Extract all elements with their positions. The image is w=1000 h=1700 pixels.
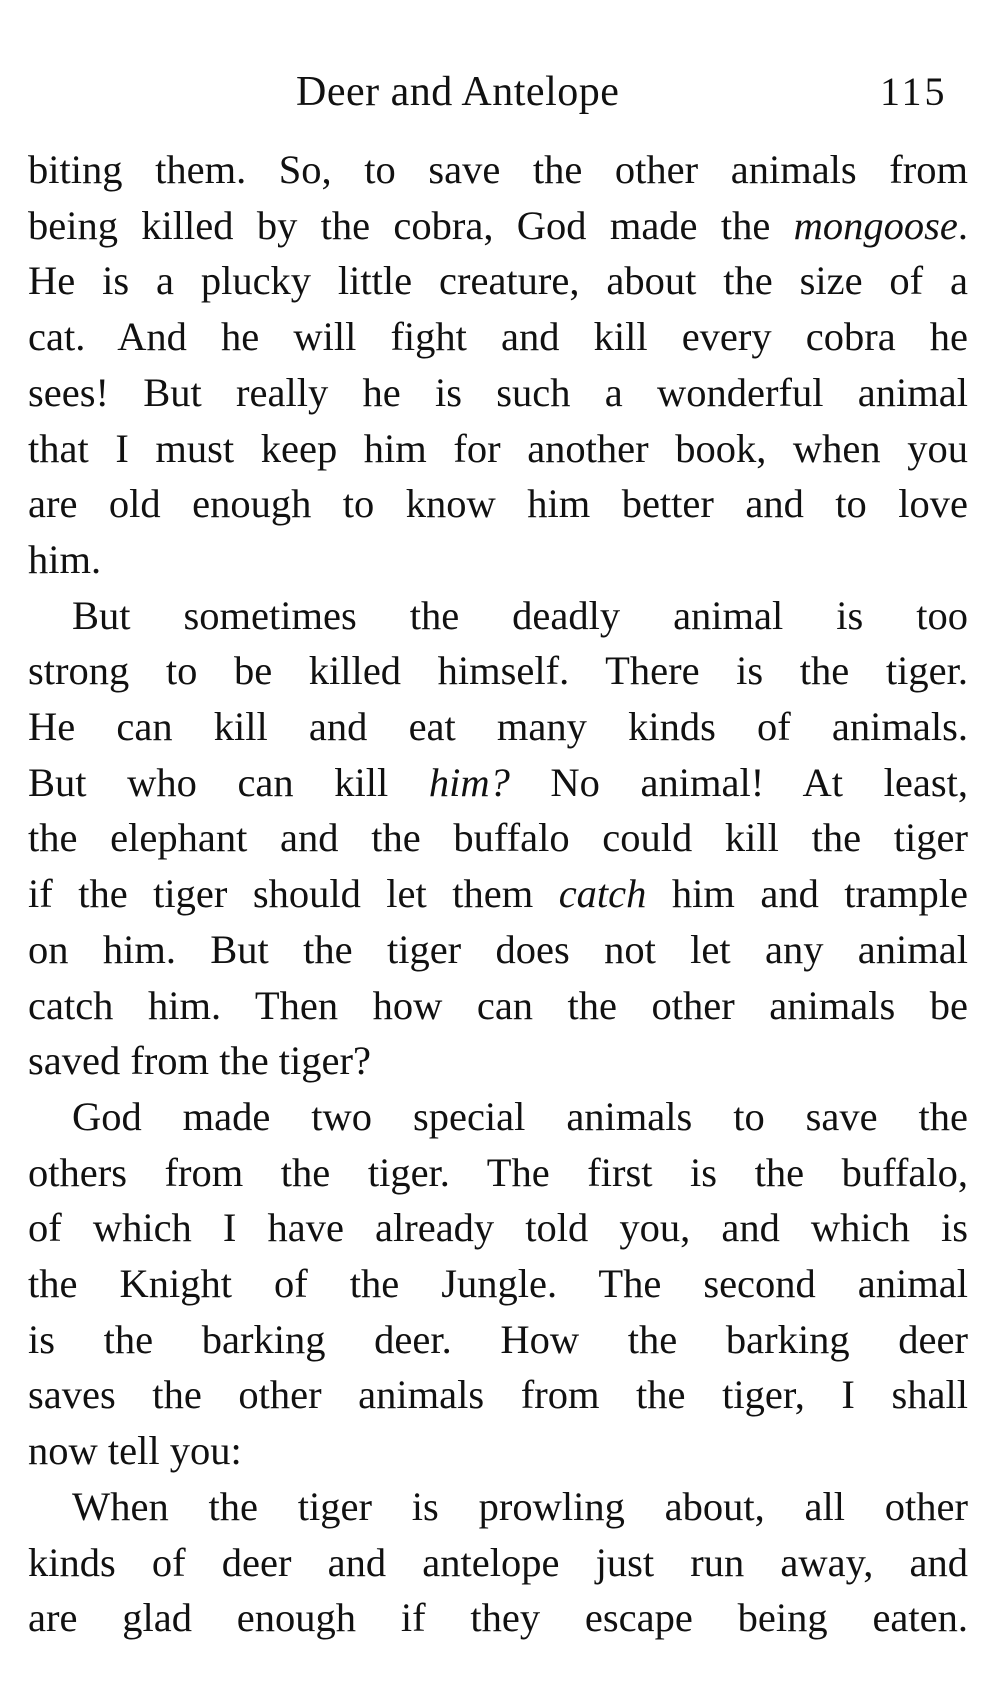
text-line: God made two special animals to save the — [72, 1093, 968, 1139]
text-line: But sometimes the deadly animal is too — [72, 592, 968, 638]
italic-word: catch — [558, 871, 647, 917]
text-line: But who can kill him? No animal! At least, — [28, 759, 968, 805]
text-line: him. — [28, 536, 102, 582]
paragraph-2 — [28, 588, 968, 1089]
text-line: cat. And he will fight and kill every cobra he — [28, 314, 968, 360]
text-line: of which I have already told you, and which is — [28, 1205, 968, 1251]
text-line: He can kill and eat many kinds of animals. — [28, 704, 968, 750]
text-line: strong to be killed himself. There is the tiger. — [28, 648, 968, 694]
body-text — [28, 142, 968, 1646]
page-header — [0, 62, 1000, 122]
text-line: if the tiger should let them catch him and trample — [28, 871, 968, 917]
text-line: others from the tiger. The first is the buffalo, — [28, 1149, 968, 1195]
page-number: 115 — [880, 69, 948, 114]
text-line: are old enough to know him better and to love — [28, 481, 968, 527]
text-line: He is a plucky little creature, about the size of a — [28, 258, 968, 304]
text-line: being killed by the cobra, God made the mongoose. — [28, 202, 968, 248]
text-line: biting them. So, to save the other animals from — [28, 147, 968, 192]
paragraph-3 — [28, 1089, 968, 1479]
text-line: sees! But really he is such a wonderful animal — [28, 369, 968, 415]
text-line: the elephant and the buffalo could kill the tiger — [28, 815, 968, 861]
text-line: catch him. Then how can the other animals be — [28, 982, 968, 1028]
text-line: on him. But the tiger does not let any animal — [28, 926, 968, 972]
paragraph-1 — [28, 142, 968, 588]
text-line: the Knight of the Jungle. The second animal — [28, 1261, 968, 1307]
text-line: now tell you: — [28, 1428, 242, 1474]
text-line: kinds of deer and antelope just run away, and — [28, 1539, 968, 1585]
italic-word: him? — [428, 759, 510, 805]
text-line: saved from the tiger? — [28, 1038, 371, 1084]
paragraph-4 — [28, 1479, 968, 1646]
running-title: Deer and Antelope — [296, 69, 620, 115]
italic-word: mongoose — [793, 202, 958, 248]
text-line: are glad enough if they escape being eaten. — [28, 1595, 968, 1641]
text-line: saves the other animals from the tiger, I shall — [28, 1372, 968, 1418]
text-line: When the tiger is prowling about, all other — [72, 1483, 968, 1529]
text-line: that I must keep him for another book, when you — [28, 425, 968, 471]
text-line: is the barking deer. How the barking deer — [28, 1316, 968, 1362]
